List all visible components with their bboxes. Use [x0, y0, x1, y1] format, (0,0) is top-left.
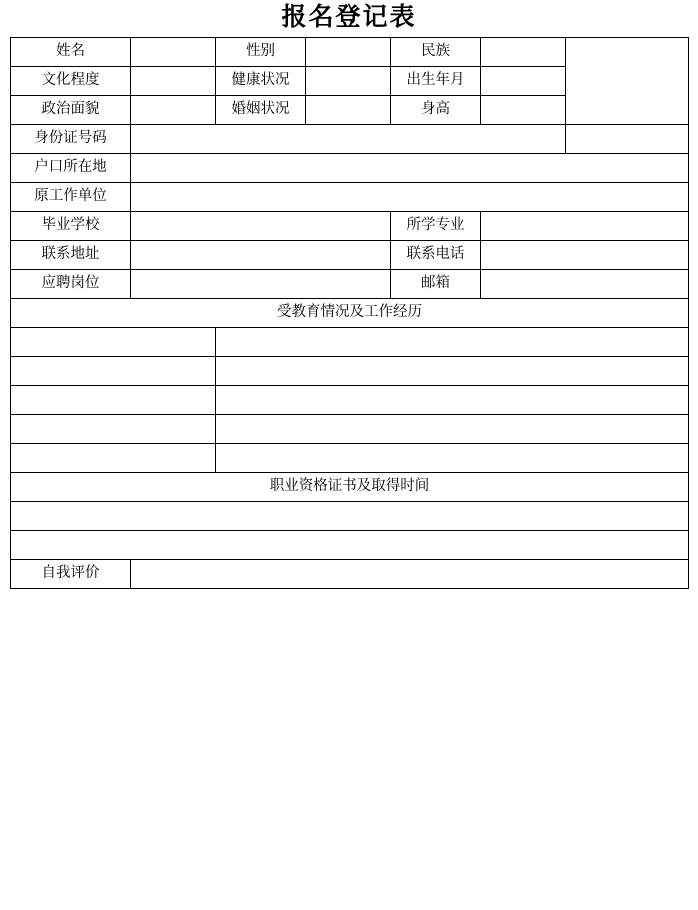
field-history-detail[interactable]	[216, 414, 689, 443]
field-id-number[interactable]	[131, 124, 566, 153]
field-height[interactable]	[481, 95, 566, 124]
field-history-detail[interactable]	[216, 385, 689, 414]
table-row	[11, 327, 689, 356]
field-gender[interactable]	[306, 37, 391, 66]
table-row	[11, 182, 689, 211]
table-row	[11, 414, 689, 443]
field-name[interactable]	[131, 37, 216, 66]
table-row	[11, 240, 689, 269]
table-row	[11, 443, 689, 472]
label-graduated-school: 毕业学校	[11, 211, 131, 240]
field-ethnicity[interactable]	[481, 37, 566, 66]
label-health: 健康状况	[216, 66, 306, 95]
label-major: 所学专业	[391, 211, 481, 240]
label-contact-phone: 联系电话	[391, 240, 481, 269]
label-former-employer: 原工作单位	[11, 182, 131, 211]
label-name: 姓名	[11, 37, 131, 66]
page-title: 报名登记表	[281, 4, 417, 31]
field-email[interactable]	[481, 269, 689, 298]
label-gender: 性别	[216, 37, 306, 66]
label-education-level: 文化程度	[11, 66, 131, 95]
table-row	[11, 530, 689, 559]
label-ethnicity: 民族	[391, 37, 481, 66]
field-history-period[interactable]	[11, 327, 216, 356]
field-contact-phone[interactable]	[481, 240, 689, 269]
field-history-detail[interactable]	[216, 356, 689, 385]
label-id-number: 身份证号码	[11, 124, 131, 153]
label-political-status: 政治面貌	[11, 95, 131, 124]
label-birth-date: 出生年月	[391, 66, 481, 95]
field-applied-position[interactable]	[131, 269, 391, 298]
table-row	[11, 211, 689, 240]
registration-table	[10, 37, 689, 589]
field-contact-address[interactable]	[131, 240, 391, 269]
field-id-number-extra[interactable]	[566, 124, 689, 153]
field-political-status[interactable]	[131, 95, 216, 124]
table-row	[11, 269, 689, 298]
label-marital-status: 婚姻状况	[216, 95, 306, 124]
table-row	[11, 298, 689, 327]
field-history-period[interactable]	[11, 385, 216, 414]
field-history-period[interactable]	[11, 414, 216, 443]
field-graduated-school[interactable]	[131, 211, 391, 240]
field-former-employer[interactable]	[131, 182, 689, 211]
field-history-period[interactable]	[11, 443, 216, 472]
label-contact-address: 联系地址	[11, 240, 131, 269]
table-row	[11, 153, 689, 182]
label-household-location: 户口所在地	[11, 153, 131, 182]
field-marital-status[interactable]	[306, 95, 391, 124]
section-header-education-work-history: 受教育情况及工作经历	[11, 298, 689, 327]
table-row	[11, 37, 689, 66]
label-email: 邮箱	[391, 269, 481, 298]
table-row	[11, 356, 689, 385]
field-household-location[interactable]	[131, 153, 689, 182]
field-photo-area[interactable]	[566, 37, 689, 124]
table-row	[11, 385, 689, 414]
field-certificate[interactable]	[11, 530, 689, 559]
field-education-level[interactable]	[131, 66, 216, 95]
field-certificate[interactable]	[11, 501, 689, 530]
field-major[interactable]	[481, 211, 689, 240]
label-applied-position: 应聘岗位	[11, 269, 131, 298]
table-row	[11, 559, 689, 588]
field-history-detail[interactable]	[216, 327, 689, 356]
section-header-certificates: 职业资格证书及取得时间	[11, 472, 689, 501]
table-row	[11, 501, 689, 530]
field-history-detail[interactable]	[216, 443, 689, 472]
field-birth-date[interactable]	[481, 66, 566, 95]
field-health[interactable]	[306, 66, 391, 95]
label-self-evaluation: 自我评价	[11, 559, 131, 588]
table-row	[11, 472, 689, 501]
table-row	[11, 124, 689, 153]
field-self-evaluation[interactable]	[131, 559, 689, 588]
label-height: 身高	[391, 95, 481, 124]
field-history-period[interactable]	[11, 356, 216, 385]
